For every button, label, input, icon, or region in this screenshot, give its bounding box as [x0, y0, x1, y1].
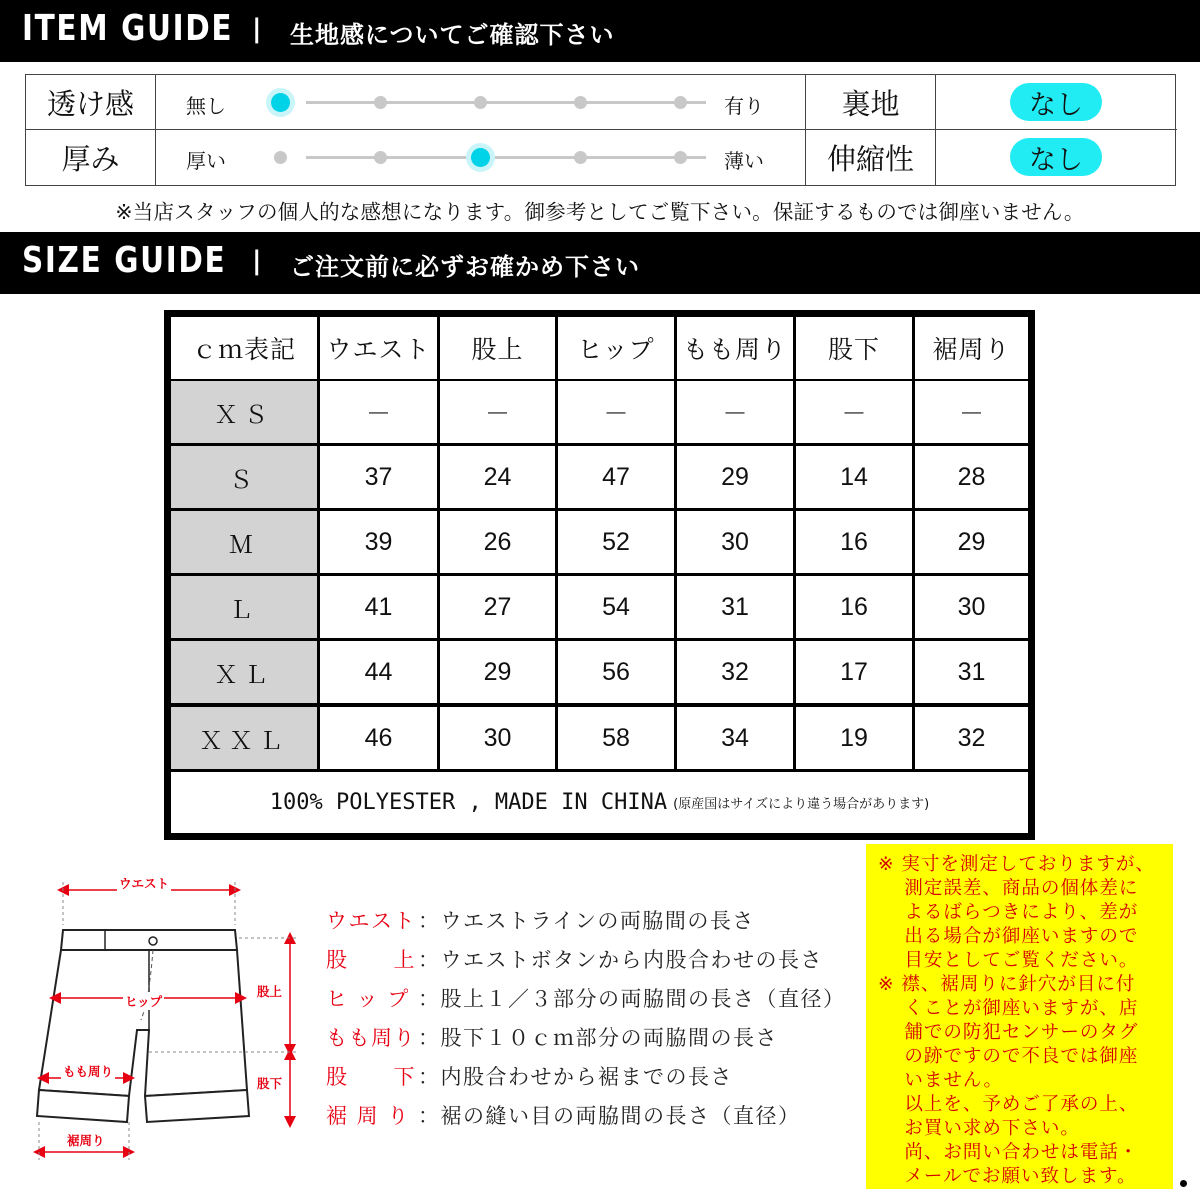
size-guide-banner — [0, 232, 1200, 294]
table-cell: 31 — [677, 576, 793, 638]
diagram-hem-label: 裾周り — [67, 1133, 105, 1148]
table-cell: 16 — [796, 511, 912, 573]
table-cell: 30 — [677, 511, 793, 573]
diagram-waist-label: ウエスト — [119, 876, 170, 891]
lining-label: 裏地 — [806, 75, 936, 130]
size-guide-subtitle: ご注文前に必ずお確かめ下さい — [290, 253, 640, 281]
definition-description: ：ウエストラインの両脇間の長さ — [418, 909, 755, 933]
table-cell: 47 — [558, 446, 674, 508]
shorts-diagram — [25, 860, 315, 1190]
table-cell: 37 — [320, 446, 437, 508]
table-cell: 27 — [440, 576, 555, 638]
slider-dot — [374, 151, 387, 164]
notice-line: 測定誤差、商品の個体差に — [878, 878, 1139, 899]
table-cell: 30 — [440, 707, 555, 769]
stretch-label: 伸縮性 — [806, 130, 936, 185]
table-cell: 32 — [677, 641, 793, 703]
slider-dot-selected — [271, 93, 290, 112]
slider-track — [306, 156, 706, 159]
table-cell: － — [796, 381, 912, 443]
notice-line: よるばらつきにより、差が — [878, 902, 1139, 923]
notice-line: メールでお願い致します。 — [878, 1166, 1137, 1187]
thickness-label: 厚み — [26, 130, 156, 185]
item-guide-note: ※当店スタッフの個人的な感想になります。御参考としてご覧下さい。保証するものでは御座いません。 — [115, 200, 1085, 224]
table-cell: 16 — [796, 576, 912, 638]
table-cell: 29 — [440, 641, 555, 703]
size-guide-title: SIZE GUIDE — [22, 240, 227, 281]
table-cell: 46 — [320, 707, 437, 769]
slider-dot — [674, 151, 687, 164]
material-text: 100% POLYESTER , MADE IN CHINA — [269, 790, 668, 815]
definition-description: ：股上１／３部分の両脇間の長さ（直径） — [418, 987, 846, 1011]
table-cell: 32 — [915, 707, 1028, 769]
definition-description: ：裾の縫い目の両脇間の長さ（直径） — [418, 1104, 801, 1128]
table-cell: － — [320, 381, 437, 443]
table-cell: 30 — [915, 576, 1028, 638]
notice-line: ※ 襟、裾周りに針穴が目に付 — [878, 974, 1136, 995]
origin-note: (原産国はサイズにより違う場合があります) — [673, 797, 930, 812]
table-cell: 14 — [796, 446, 912, 508]
banner-separator: | — [252, 246, 262, 276]
table-cell: 24 — [440, 446, 555, 508]
table-cell: － — [440, 381, 555, 443]
notice-box — [866, 844, 1173, 1189]
size-label-cell: ＸＸＬ — [171, 707, 317, 769]
table-cell: － — [677, 381, 793, 443]
size-label-cell: Ｓ — [171, 446, 317, 508]
size-label-cell: ＸＬ — [171, 641, 317, 703]
slider-dot — [674, 96, 687, 109]
lining-value-cell — [936, 75, 1177, 130]
material-cell — [171, 772, 1028, 833]
slider-dot-selected — [471, 148, 490, 167]
definition-description: ：ウエストボタンから内股合わせの長さ — [418, 948, 823, 972]
slider-dot — [574, 151, 587, 164]
sheerness-label: 透け感 — [26, 75, 156, 130]
banner-separator: | — [252, 14, 262, 44]
definition-term: もも周り — [326, 1026, 416, 1050]
table-header-cell: ヒップ — [558, 317, 674, 379]
notice-line: 出る場合が御座いますので — [878, 926, 1139, 947]
slider-dot — [274, 151, 287, 164]
table-cell: 44 — [320, 641, 437, 703]
slider-dot — [574, 96, 587, 109]
table-cell: － — [915, 381, 1028, 443]
size-label-cell: Ｍ — [171, 511, 317, 573]
notice-line: 尚、お問い合わせは電話・ — [878, 1142, 1139, 1163]
item-guide-grid — [25, 74, 1176, 186]
size-table — [164, 310, 1035, 840]
item-guide-banner — [0, 0, 1200, 62]
table-cell: － — [558, 381, 674, 443]
table-cell: 17 — [796, 641, 912, 703]
table-cell: 54 — [558, 576, 674, 638]
diagram-rise-label: 股上 — [257, 984, 283, 999]
definition-description: ：内股合わせから裾までの長さ — [418, 1065, 733, 1089]
table-header-cell: 股上 — [440, 317, 555, 379]
notice-line: くことが御座いますが、店 — [878, 998, 1139, 1019]
table-cell: 39 — [320, 511, 437, 573]
sheerness-max-label: 有り — [724, 94, 764, 118]
table-header-cell: ｃｍ表記 — [171, 317, 317, 379]
notice-line: の跡ですので不良では御座 — [878, 1046, 1139, 1067]
notice-line: ※ 実寸を測定しておりますが、 — [878, 854, 1155, 875]
lining-value-badge: なし — [1010, 83, 1102, 121]
table-cell: 26 — [440, 511, 555, 573]
table-cell: 19 — [796, 707, 912, 769]
table-cell: 31 — [915, 641, 1028, 703]
definition-term: ヒ ッ プ — [326, 987, 410, 1011]
notice-line: お買い求め下さい。 — [878, 1118, 1080, 1139]
slider-dot — [474, 96, 487, 109]
table-cell: 58 — [558, 707, 674, 769]
stretch-value-badge: なし — [1010, 138, 1102, 176]
definition-term: ウエスト — [326, 909, 416, 933]
item-guide-title: ITEM GUIDE — [22, 8, 234, 49]
table-cell: 52 — [558, 511, 674, 573]
item-guide-subtitle: 生地感についてご確認下さい — [290, 21, 615, 49]
notice-line: 舗での防犯センサーのタグ — [878, 1022, 1139, 1043]
table-cell: 41 — [320, 576, 437, 638]
thickness-max-label: 薄い — [724, 149, 764, 173]
table-header-cell: ウエスト — [320, 317, 437, 379]
table-cell: 34 — [677, 707, 793, 769]
end-dot — [1180, 1180, 1187, 1187]
stretch-value-cell — [936, 130, 1177, 185]
table-header-cell: 股下 — [796, 317, 912, 379]
notice-line: 以上を、予めご了承の上、 — [878, 1094, 1139, 1115]
diagram-hip-label: ヒップ — [125, 994, 163, 1009]
table-cell: 56 — [558, 641, 674, 703]
definition-term: 股 下 — [326, 1065, 416, 1089]
sheerness-min-label: 無し — [186, 94, 226, 118]
size-label-cell: Ｌ — [171, 576, 317, 638]
slider-dot — [374, 96, 387, 109]
notice-line: いません。 — [878, 1070, 1003, 1091]
table-cell: 29 — [915, 511, 1028, 573]
notice-line: 目安としてご覧ください。 — [878, 950, 1139, 971]
table-header-cell: 裾周り — [915, 317, 1028, 379]
size-label-cell: ＸＳ — [171, 381, 317, 443]
diagram-thigh-label: もも周り — [63, 1064, 114, 1079]
slider-track — [306, 101, 706, 104]
definition-description: ：股下１０ｃｍ部分の両脇間の長さ — [418, 1026, 778, 1050]
table-cell: 28 — [915, 446, 1028, 508]
definition-term: 股 上 — [326, 948, 416, 972]
diagram-inseam-label: 股下 — [257, 1076, 283, 1091]
table-header-cell: もも周り — [677, 317, 793, 379]
definition-term: 裾 周 り — [326, 1104, 410, 1128]
thickness-min-label: 厚い — [186, 149, 226, 173]
table-cell: 29 — [677, 446, 793, 508]
